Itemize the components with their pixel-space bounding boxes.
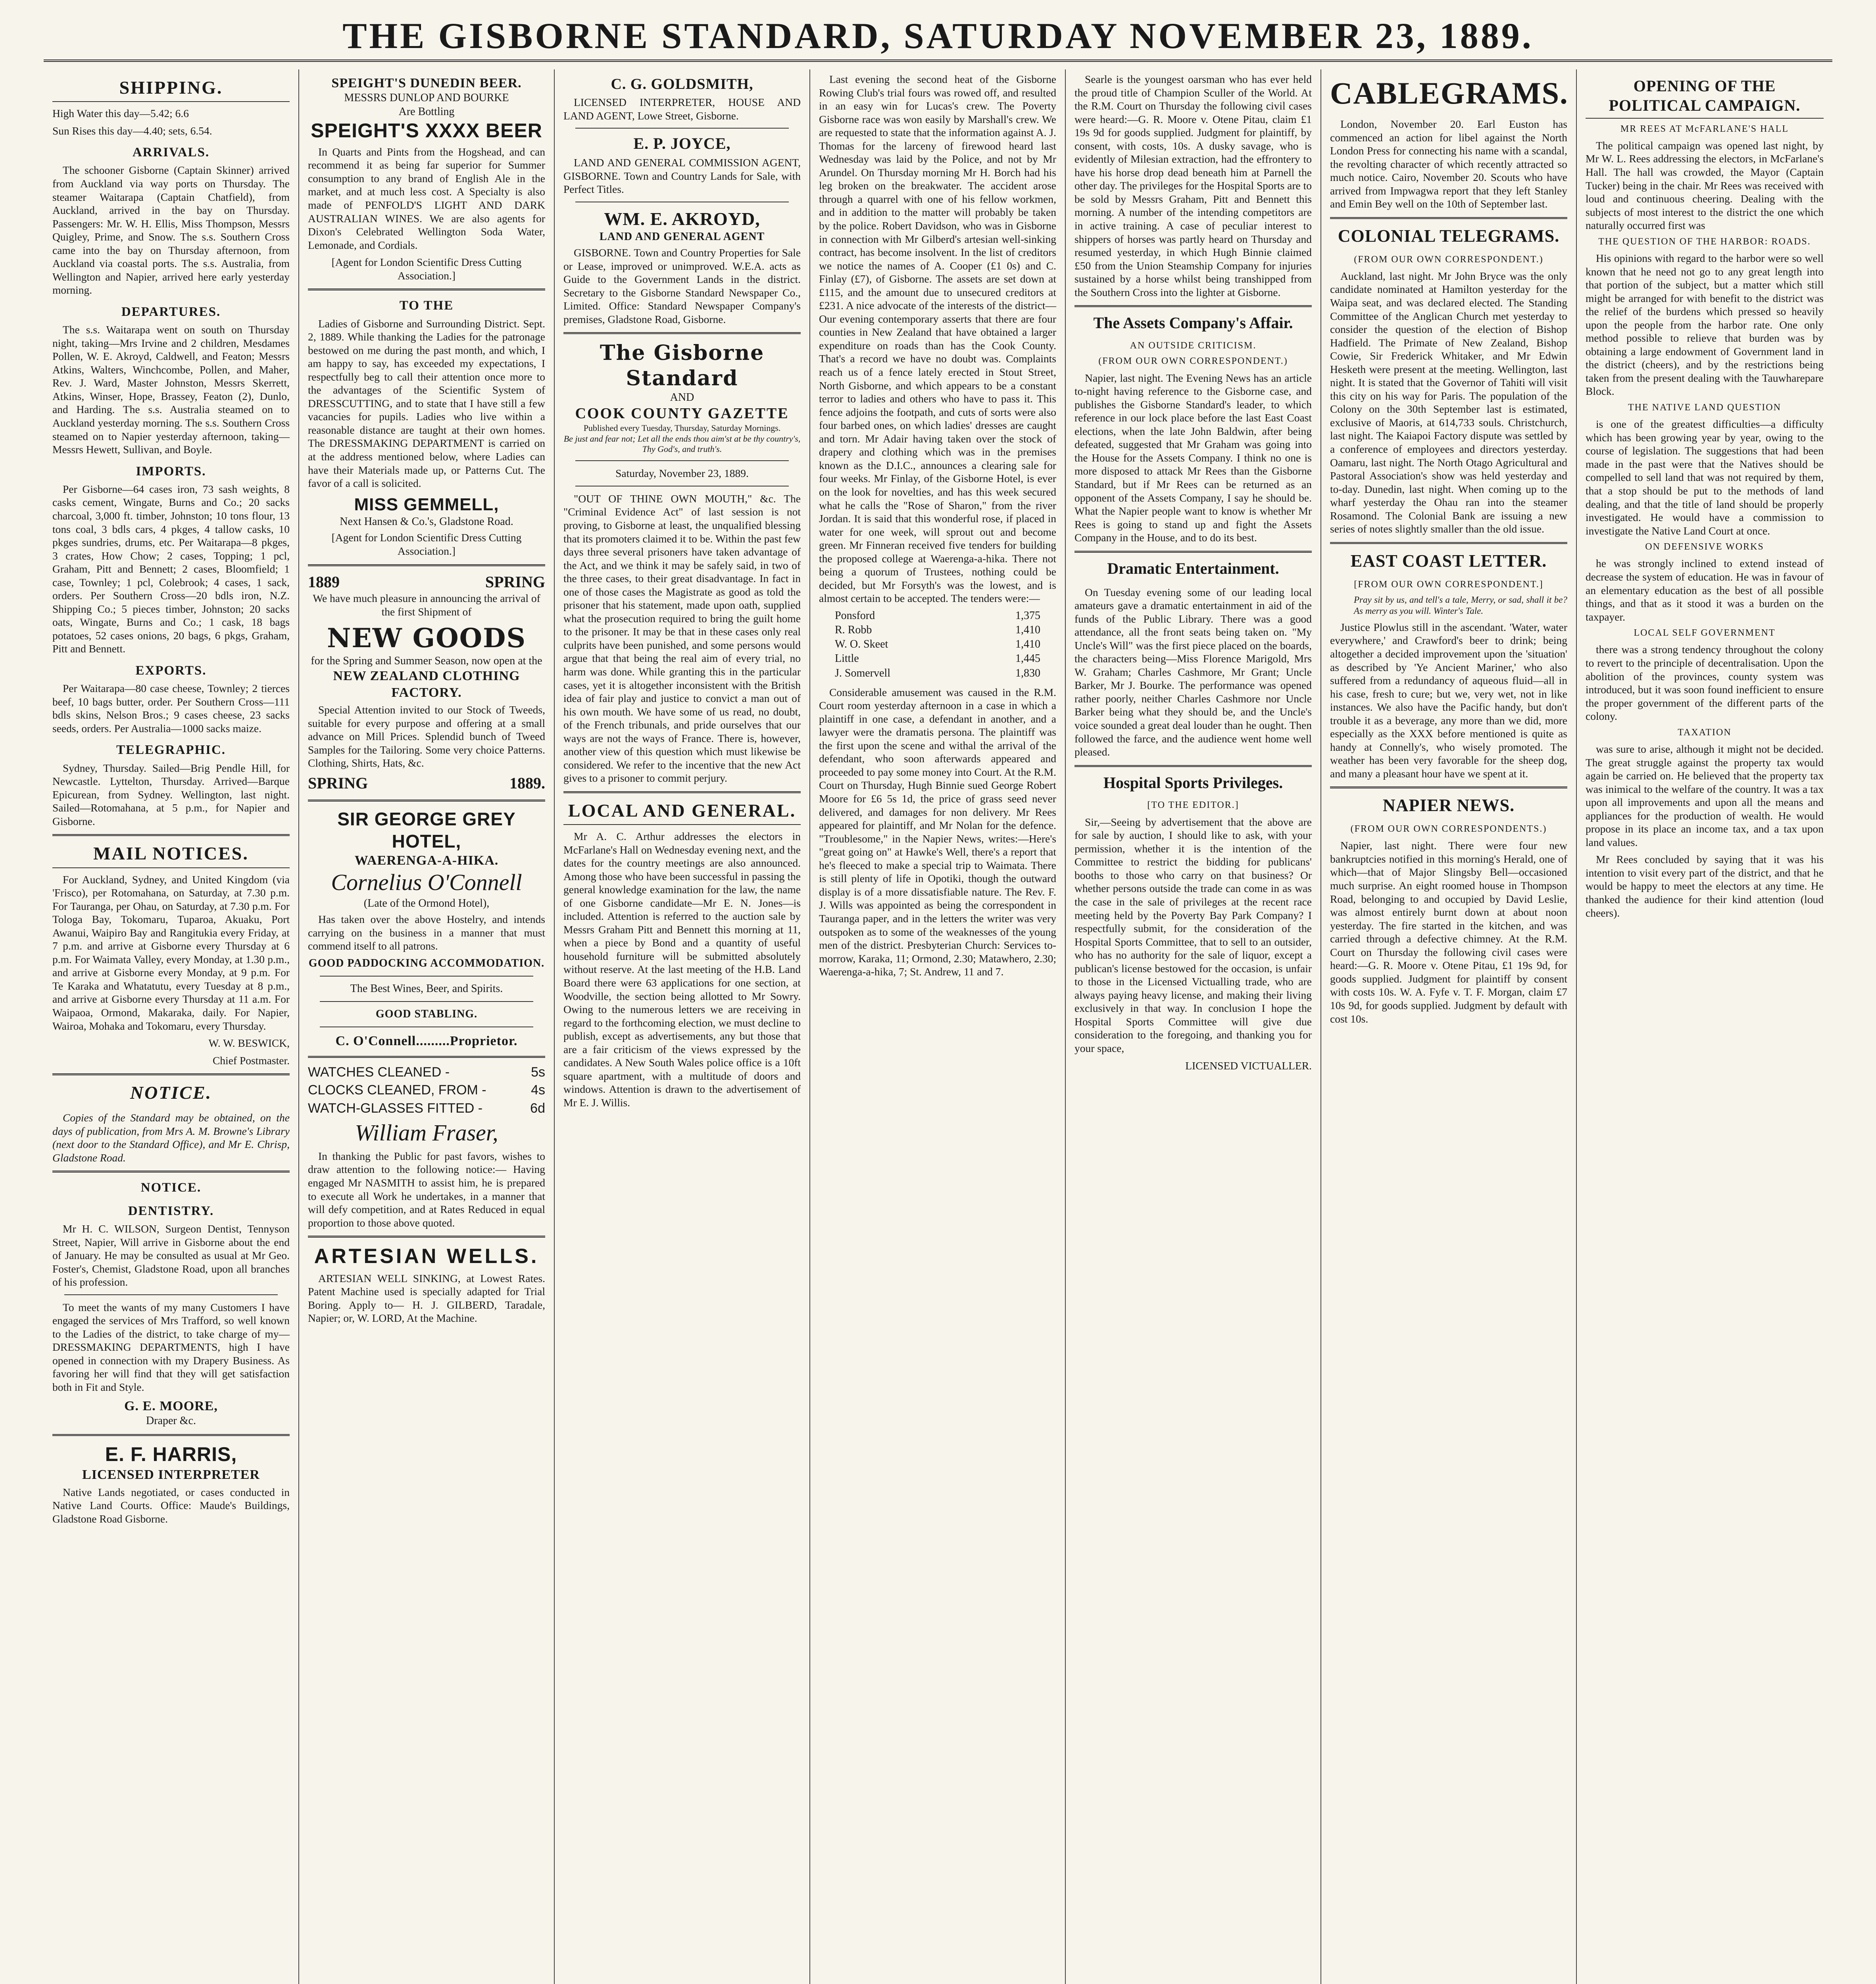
divider bbox=[1330, 542, 1567, 544]
local-text-cont-2: Considerable amusement was caused in the R.M. Court room yesterday afternoon in a case in which a plaintiff in one case, a defendant in another, and a lawyer were the dramatis persona. The plaintiff was the first upon the scene and withal the arrival of the defendant, who soon afterwards appeared and proceeded to pay some money into Court. At the R.M. Court on Thursday, Hugh Binnie sued George Robert Moore for £6 5s 1d, the price of grass seed never delivered, and damages for non delivery. Mr Rees appeared for plaintiff, and Mr Nolan for the defence. "Troublesome," in the Napier News, writes:—Here's "great going on" at Hawke's Well, there's a report that he's fleeced to make a special trip to Waimata. There is still plenty of life in Opotiki, though the outward display is of a more dissatisfiable nature. The Rev. F. J. Wills was appointed as being the correspondent in Tauranga paper, and in the letters the writer was very outspoken as to some of the weaknesses of the young men of the district. Presbyterian Church: Services to-morrow, Karaka, 11; Ormond, 2.30; Matawhero, 2.30; Waerenga-a-hika, 7; St. Andrew, 11 and 7. bbox=[819, 686, 1056, 978]
goods-season: for the Spring and Summer Season, now open at the bbox=[311, 654, 542, 667]
mail-signature-title: Chief Postmaster. bbox=[212, 1054, 290, 1067]
divider bbox=[308, 288, 545, 290]
spring-footer bbox=[308, 774, 545, 793]
column-5 bbox=[1066, 69, 1321, 1984]
beer-ad bbox=[308, 75, 545, 143]
tender-amount: 1,830 bbox=[1015, 667, 1040, 679]
local-text: Mr A. C. Arthur addresses the electors in McFarlane's Hall on Wednesday evening next, and the dates for the country meetings are also announced. Among those who have been successful in passing the general knowledge examination for the law, the name of one Gisborne candidate—Mr E. N. Jones—is included. Attention is referred to the auction sale by Messrs Graham Pitt and Bennett this morning at 11, when a piece by Bond and a quantity of useful household furniture will be submitted absolutely without reserve. At the last meeting of the H.B. Land Board there were 63 applications for one section, at Woodville, the section being allotted to Mr Sowry. Owing to the numerous letters we are receiving in regard to the forthcoming election, we must decline to publish, except as advertisements, any but those that are a fair criticism of the views expressed by the candidates. A New South Wales police office is a 10ft square apartment, with a multitude of doors and windows. Attention is drawn to the advertisement of Mr E. J. Willis. bbox=[563, 830, 801, 1109]
napier-heading: NAPIER NEWS. bbox=[1382, 796, 1515, 815]
tender-row bbox=[835, 623, 1040, 637]
harris-text: Native Lands negotiated, or cases conducted in Native Land Courts. Office: Maude's Buildings, Gladstone Road Gisborne. bbox=[52, 1486, 290, 1525]
divider bbox=[308, 800, 545, 802]
clocks-row bbox=[308, 1082, 545, 1098]
column-1 bbox=[44, 69, 299, 1984]
new-goods-ad bbox=[308, 622, 545, 701]
goldsmith-ad bbox=[563, 75, 801, 93]
telegraphic-text: Sydney, Thursday. Sailed—Brig Pendle Hill, for Newcastle. Lyttelton, Thursday. Arrived—Barque Epicurean, from Sydney. Wellington, last night. Sailed—Rotomahana, at 5 p.m., for Napier and Gisborne. bbox=[52, 761, 290, 827]
east-coast-correspondent: [FROM OUR OWN CORRESPONDENT.] bbox=[1354, 579, 1543, 590]
cablegrams-heading: CABLEGRAMS. bbox=[1330, 76, 1568, 110]
joyce-text: LAND AND GENERAL COMMISSION AGENT, GISBORNE. Town and Country Lands for Sale, with Perfect Titles. bbox=[563, 156, 801, 196]
hotel-text: Has taken over the above Hostelry, and intends carrying on the business in a manner that must commend itself to all patrons. bbox=[308, 913, 545, 952]
joyce-name: E. P. JOYCE, bbox=[633, 135, 731, 153]
harbor-text: His opinions with regard to the harbor were so well known that he need not go to any great length into that portion of the subject, but a matter which still might be arranged for with benefit to the district was the relief of the burdens which pressed so heavily upon the people from the harbor rate. One only method possible to relieve that burden was by obtaining a large endowment of Government land in the district (cheers), and by the restrictions being taken from the present dealing with the Tauwharepare Block. bbox=[1586, 252, 1824, 398]
gemmell-name: MISS GEMMELL, bbox=[354, 494, 499, 514]
divider bbox=[52, 1171, 290, 1173]
column-6 bbox=[1321, 69, 1577, 1984]
napier-text: Napier, last night. There were four new bankruptcies notified in this morning's Herald, one of which—that of Major Slingsby Bell—occasioned much surprise. An eight roomed house in Thompson Road, belonging to and occupied by David Leslie, was almost entirely burnt down at about noon yesterday. The fire started in the kitchen, and was carried through a defective chimney. At the R.M. Court on Thursday the following civil cases were heard:—G. R. Moore v. Otene Pitau, £1 19s 9d, for goods supplied. Judgment for plaintiff by consent with costs 10s. W. A. Fyfe v. T. F. Morgan, claim £7 10s 9d, for goods supplied. Judgment by default with cost 10s. bbox=[1330, 839, 1567, 1025]
mail-notices-heading: MAIL NOTICES. bbox=[52, 842, 290, 868]
beer-bottlers: MESSRS DUNLOP AND BOURKE bbox=[344, 92, 509, 104]
conclusion-text: Mr Rees concluded by saying that it was his intention to visit every part of the district, and that he would be happy to meet the electors at any time. He thanked the audience for their kind attention (loud cheers). bbox=[1586, 853, 1824, 919]
dramatic-text: On Tuesday evening some of our leading local amateurs gave a dramatic entertainment in aid of the funds of the Public Library. There was a good attendance, all the front seats being taken on. "My Uncle's Will" was the first piece placed on the boards, the characters being—Miss Florence Marigold, Mrs W. Graham; Charles Cashmore, Mr Grant; Uncle Barker, Mr J. Bourke. The performance was opened rather poorly, neither Charles Cashmore nor Uncle Barker being what they should be, and the Uncle's voice sounded a great deal louder than he ought. Then followed the farce, and the audience went home well pleased. bbox=[1074, 586, 1312, 758]
tender-name: J. Somervell bbox=[835, 667, 890, 679]
taxation-text: was sure to arise, although it might not be decided. The great struggle against the property tax would again be carried on. He believed that the property tax was inimical to the welfare of the country. It was a tax upon all improvements and upon all the means and appliances for the production of wealth. He would propose in its place an income tax, and a tax upon land values. bbox=[1586, 742, 1824, 848]
tender-row bbox=[835, 638, 1040, 651]
proprietor: C. O'Connell.........Proprietor. bbox=[335, 1034, 518, 1049]
opening-campaign-heading: OPENING OF THE POLITICAL CAMPAIGN. bbox=[1586, 77, 1824, 119]
dentist-text: Mr H. C. WILSON, Surgeon Dentist, Tennyson Street, Napier, Will arrive in Gisborne about the end of January. He may be consulted as usual at Mr Geo. Foster's, Chemist, Gladstone Road, upon all branches of his profession. bbox=[52, 1222, 290, 1288]
goldsmith-name: C. G. GOLDSMITH, bbox=[611, 76, 753, 92]
newspaper-title: THE GISBORNE STANDARD, SATURDAY NOVEMBER 23, 1889. bbox=[342, 15, 1534, 56]
local-text-cont-3: Searle is the youngest oarsman who has ever held the proud title of Champion Sculler of the World. At the R.M. Court on Thursday the following civil cases were heard:—G. R. Moore v. Otene Pitau, claim £1 19s 9d for goods supplied. Judgment for plaintiff, by consent, with costs, 10s. A dusky savage, who is evidently of Milesian extraction, had the effrontery to have his horse drop dead beneath him at Parnell the other day. The privileges for the Hospital Sports are to be sold by Messrs Graham, Pitt and Bennett this morning. A number of the intending competitors are in active training. A case of peculiar interest to shippers of horses was partly heard on Thursday and resumed yesterday, in which Hugh Binnie claimed £50 from the Union Steamship Company for injuries sustained by a horse whilst being transhipped from the Southern Cross into the lighter at Gisborne. bbox=[1074, 73, 1312, 298]
clocks-label: CLOCKS CLEANED, FROM - bbox=[308, 1082, 486, 1098]
assets-text: Napier, last night. The Evening News has an article to-night having reference to the Gisborne case, and publishes the Gisborne Standard's leader, to which reference in our lock place before the last East Coast elections, when the late John Baldwin, after being defeated, suggested that Mr Graham was going into the House for the Assets Company. I think no one is more disposed to attack Mr Rees than the Gisborne Standard, but if Mr Rees can be returned as an opponent of the Assets Company, I say he should be. What the Napier people want to know is whether Mr Rees is going to stand up and fight the Assets Company in the House, and to do its best. bbox=[1074, 371, 1312, 544]
departures-text: The s.s. Waitarapa went on south on Thursday night, taking—Mrs Irvine and 2 children, Mesdames Pollen, W. E. Akroyd, Caldwell, and Featon; Messrs Atkins, Walters, Winchcombe, Pollen, and Maher, Rev. J. Ward, Master Johnston, Messrs Skerrett, Atkins, Winser, Hope, Brassey, Featon (2), Dunlo, and Harding. The s.s. Australia steamed on to Auckland yesterday morning. The s.s. Southern Cross steamed on to Napier yesterday afternoon, taking—Messrs Hewett, Sullivan, and Boyle. bbox=[52, 323, 290, 456]
motto: Be just and fear not; Let all the ends thou aim'st at be thy country's, Thy God's, and truth's. bbox=[563, 433, 801, 454]
spring-header bbox=[308, 573, 545, 592]
divider bbox=[64, 1294, 278, 1295]
gemmell-ad bbox=[308, 494, 545, 529]
tender-name: Little bbox=[835, 652, 859, 665]
wells-heading: ARTESIAN WELLS. bbox=[314, 1245, 539, 1268]
clocks-price: 4s bbox=[531, 1082, 545, 1098]
akroyd-title: LAND AND GENERAL AGENT bbox=[599, 231, 765, 243]
editorial-text: "OUT OF THINE OWN MOUTH," &c. The "Criminal Evidence Act" of last session is not proving, to Gisborne at least, the unqualified blessing that its promoters claimed it to be. Within the past few days three several prisoners have taken advantage of the Act, and we think it may be safely said, in two of the three cases, to their great disadvantage. In fact in one of those cases the Magistrate as good as told the prisoner that his statement, made upon oath, supplied what the prosecution required to bring the guilt home to the prisoner. It may be that in these cases only real culprits have been punished, and some persons would argue that that being the real aim of every trial, no harm was done. While granting this in the particular cases, yet it is altogether inconsistent with the British idea of fair play and justice to convict a man out of his own mouth. We have some of us read, no doubt, of the French tribunals, and pride ourselves that our ways are not the ways of France. There is, however, another view of this question which must likewise be considered. We refer to the incentive that the new Act gives to a prisoner to commit perjury. bbox=[563, 492, 801, 784]
beer-heading: SPEIGHT'S DUNEDIN BEER. bbox=[331, 76, 522, 90]
assets-subheading: AN OUTSIDE CRITICISM. bbox=[1130, 340, 1257, 351]
spring-label-2: SPRING bbox=[308, 774, 368, 792]
divider bbox=[308, 564, 545, 566]
mail-signature: W. W. BESWICK, bbox=[208, 1037, 290, 1050]
rees-heading: MR REES AT McFARLANE'S HALL bbox=[1620, 123, 1789, 134]
taxation-heading: TAXATION bbox=[1678, 727, 1732, 738]
goods-intro: We have much pleasure in announcing the arrival of the first Shipment of bbox=[313, 592, 540, 618]
paddocking: GOOD PADDOCKING ACCOMMODATION. bbox=[308, 957, 545, 969]
hospital-subheading: [TO THE EDITOR.] bbox=[1147, 800, 1239, 811]
hotel-features bbox=[308, 957, 545, 1050]
colonial-text: Auckland, last night. Mr John Bryce was the only candidate nominated at Hamilton yesterday for the Waipa seat, and was declared elected. The Standing Committee of the Anglican Church met yesterday to consider the question of the election of Bishop Hadfield. The Primate of New Zealand, Bishop Cowie, Sir Frederick Whitaker, and Mr Edwin Hesketh were present at the meeting. Wellington, last night. It is stated that the Governor of Tahiti will visit this city on his way for Paris. The population of the Colony on the 30th September last is estimated, exclusive of Maoris, at 614,733 souls. Christchurch, last night. The Kaiapoi Factory dispute was settled by a conference of employees and directors yesterday. Oamaru, last night. The North Otago Agricultural and Pastoral Association's show was held yesterday and to-day. Dunedin, last night. When coming up to the wharf yesterday the Ohau ran into the steamer Rosamond. The Colonial Bank are issuing a new series of notes slightly smaller than the old issue. bbox=[1330, 269, 1567, 535]
joyce-ad bbox=[563, 134, 801, 154]
divider bbox=[563, 791, 801, 793]
hospital-heading: Hospital Sports Privileges. bbox=[1103, 773, 1283, 792]
divider bbox=[1074, 305, 1312, 307]
local-text-cont: Last evening the second heat of the Gisborne Rowing Club's trial fours was rowed off, and resulted in an easy win for Lucas's crew. The Poverty Gisborne race was won easily by Marshall's crew. We are requested to state that the information against A. J. Thomas for the larceny of firewood heard last Wednesday was laid by the Police, and not by Mr Arundel. On Thursday morning Mr H. Borch had his leg broken on the breakwater. The accident arose through a quarrel with one of his fellow workmen, and in addition to the matter will probably be taken by the police. Robert Davidson, who was in Gisborne in connection with Mr Gilberd's artesian well-sinking contract, has become insolvent. In the list of creditors we notice the names of A. Cooper (£1 0s) and C. Finlay (£7), of Gisborne. The assets are set down at £115, and the amount due to unsecured creditors at £231. A nice advocate of the interests of the district—Our evening contemporary asserts that there are four counties in New Zealand that have obtained a larger expenditure on roads than has the Cook County. That's a record we have no doubt was. Complaints reach us of a fence lately erected in Stout Street, North Gisborne, and which appears to be a constant terror to ladies and others who have to pass it. This fence adjoins the footpath, and cuts of sorts were also four barbed ones, on which ladies' dresses are caught and torn. Mr Adair having taken over the stock of drapery and clothing which was in the premises known as the D.I.C., announces a clearing sale for four weeks. Mr Finlay, of the Gisborne Hotel, is ever on the look for novelties, and has this week secured what he calls the "Rose of Sharon," from the river Jordan. It is said that this wonderful rose, if placed in water for one week, will sprout out and become green. Mr Finneran received five tenders for building the proposed college at Waerenga-a-hika. There not being a quorum of Trustees, nothing could be decided, but Mr Forsyth's was the lowest, and is almost certain to be accepted. The tenders were:— bbox=[819, 73, 1056, 605]
assets-correspondent: (FROM OUR OWN CORRESPONDENT.) bbox=[1098, 356, 1288, 367]
east-coast-motto: Pray sit by us, and tell's a tale, Merry, or sad, shall it be? As merry as you will. Winter's Tale. bbox=[1354, 594, 1567, 616]
exports-heading: EXPORTS. bbox=[135, 663, 207, 678]
watches-row bbox=[308, 1064, 545, 1080]
notice-text: Copies of the Standard may be obtained, on the days of publication, from Mrs A. M. Browne's Library (next door to the Standard Office), and Mr E. Chrisp, Gladstone Road. bbox=[52, 1111, 290, 1164]
agent-note-2: [Agent for London Scientific Dress Cutting Association.] bbox=[331, 531, 522, 557]
akroyd-text: GISBORNE. Town and Country Properties for Sale or Lease, improved or unimproved. W.E.A. acts as Guide to the Government Lands in the district. Secretary to the Gisborne Standard Newspaper Co., Limited. Office: Standard Newspaper Company's premises, Gladstone Road, Gisborne. bbox=[563, 246, 801, 325]
paper-nameplate bbox=[563, 340, 801, 455]
glasses-label: WATCH-GLASSES FITTED - bbox=[308, 1100, 483, 1116]
arrivals-text: The schooner Gisborne (Captain Skinner) arrived from Auckland via way ports on Thursday. The steamer Waitarapa (Captain Chatfield), from Auckland, arrived in the bay on Thursday. Passengers: Mr. W. H. Ellis, Miss Thompson, Messrs Quigley, Prime, and Snow. The s.s. Southern Cross came into the bay on Thursday afternoon, from Auckland via coastal ports. The s.s. Australia, from Wellington and Napier, arrived here early yesterday morning. bbox=[52, 164, 290, 296]
column-3 bbox=[555, 69, 810, 1984]
tender-name: Ponsford bbox=[835, 609, 875, 622]
assets-heading: The Assets Company's Affair. bbox=[1093, 314, 1293, 332]
harris-name: E. F. HARRIS, bbox=[105, 1443, 237, 1466]
notice-heading: NOTICE. bbox=[130, 1082, 212, 1103]
defence-text: he was strongly inclined to extend instead of decrease the system of education. He was in favour of an elementary education as the best of all possible things, and that as it stood it was a burden on the taxpayer. bbox=[1586, 557, 1824, 623]
column-2 bbox=[299, 69, 555, 1984]
factory-name: NEW ZEALAND CLOTHING FACTORY. bbox=[333, 669, 520, 700]
agent-note: [Agent for London Scientific Dress Cutting Association.] bbox=[331, 256, 522, 282]
gemmell-address: Next Hansen & Co.'s, Gladstone Road. bbox=[340, 515, 513, 528]
hospital-signature: LICENSED VICTUALLER. bbox=[1185, 1059, 1312, 1072]
divider bbox=[1330, 786, 1567, 788]
dateline: Saturday, November 23, 1889. bbox=[615, 467, 749, 480]
defence-heading: ON DEFENSIVE WORKS bbox=[1645, 542, 1764, 552]
divider bbox=[320, 976, 533, 977]
tender-amount: 1,375 bbox=[1015, 609, 1040, 622]
tender-name: R. Robb bbox=[835, 624, 872, 636]
native-land-heading: THE NATIVE LAND QUESTION bbox=[1628, 402, 1781, 413]
divider bbox=[52, 1434, 290, 1436]
divider bbox=[52, 1073, 290, 1075]
column-4 bbox=[810, 69, 1066, 1984]
tender-amount: 1,445 bbox=[1015, 652, 1040, 665]
imports-text: Per Gisborne—64 cases iron, 73 sash weights, 8 casks cement, Wingate, Burns and Co.; 20 sacks charcoal, 3,000 ft. timber, Johnston; 10 tons flour, 13 tons coal, 3 bdls cars, 4 pkges, 4 tallow casks, 10 pkges sundries, drums, etc. Per Waitarapa—8 pkges, 3 crates, How Chow; 2 cases, Topping; 1 pcl, Graham, Pitt and Bennett; 2 cases, Bloomfield; 1 case, Townley; 1 pcl, Colebrook; 4 cases, 1 sack, orders. Per Southern Cross—20 bdls iron, N.Z. Shipping Co.; 5 pieces timber, Johnston; 20 sacks oats, Wingate, Burns and Co.; 1 cask, 18 bags potatoes, 52 cases onions, 20 bags, 6 pkgs, Graham, Pitt and Bennett. bbox=[52, 483, 290, 655]
divider bbox=[575, 128, 789, 129]
tender-amount: 1,410 bbox=[1015, 624, 1040, 636]
divider bbox=[308, 1236, 545, 1238]
divider bbox=[575, 460, 789, 461]
east-coast-heading: EAST COAST LETTER. bbox=[1350, 551, 1547, 571]
harris-title: LICENSED INTERPRETER bbox=[82, 1467, 260, 1482]
fraser-name: William Fraser, bbox=[355, 1120, 498, 1146]
harbor-heading: THE QUESTION OF THE HARBOR: ROADS. bbox=[1598, 236, 1811, 247]
napier-correspondent: (FROM OUR OWN CORRESPONDENTS.) bbox=[1350, 824, 1547, 834]
new-goods: NEW GOODS bbox=[327, 623, 526, 654]
moore-title: Draper &c. bbox=[146, 1415, 196, 1427]
ladies-text: Ladies of Gisborne and Surrounding District. Sept. 2, 1889. While thanking the Ladies for the patronage bestowed on me during the past month, and which, I am happy to say, has exceeded my expectations, I respectfully beg to call their attention once more to the advantages of the Scientific System of DRESSCUTTING, and to state that I have still a few vacancies for pupils. Ladies who live within a reasonable distance are taught at their own homes. The DRESSMAKING DEPARTMENT is carried on at the address mentioned below, where Ladies can have their Materials made up, or Patterns Cut. The favor of a call is solicited. bbox=[308, 317, 545, 490]
watches-label: WATCHES CLEANED - bbox=[308, 1064, 450, 1080]
divider bbox=[1074, 765, 1312, 767]
watches-price: 5s bbox=[531, 1064, 545, 1080]
glasses-price: 6d bbox=[530, 1100, 545, 1116]
oconnell-sub: (Late of the Ormond Hotel), bbox=[363, 897, 490, 909]
tender-amount: 1,410 bbox=[1015, 638, 1040, 651]
colonial-correspondent: (FROM OUR OWN CORRESPONDENT.) bbox=[1354, 254, 1543, 265]
beer-brand: SPEIGHT'S XXXX BEER bbox=[311, 119, 542, 142]
arrivals-heading: ARRIVALS. bbox=[132, 145, 210, 160]
akroyd-ad bbox=[563, 208, 801, 244]
spring-label: SPRING bbox=[485, 573, 545, 591]
divider bbox=[308, 1056, 545, 1058]
column-7 bbox=[1577, 69, 1832, 1984]
goldsmith-text: LICENSED INTERPRETER, HOUSE AND LAND AGENT, Lowe Street, Gisborne. bbox=[563, 96, 801, 122]
shipping-heading: SHIPPING. bbox=[52, 77, 290, 102]
mail-text: For Auckland, Sydney, and United Kingdom (via 'Frisco), per Rotomahana, on Saturday, at 7.30 p.m. For Tauranga, per Ohau, on Saturday, at 7.30 p.m. For Tologa Bay, Tokomaru, Tuparoa, Akuaku, Port Awanui, Waipiro Bay and Rangitukia every Friday, at 7 p.m. and arrive at Gisborne every Thursday at 6 p.m. For Waimata Valley, every Monday, at 1.30 p.m., and arrive at Gisborne every Monday, at 9 p.m. For Te Karaka and Whatatutu, every Tuesday at 8 p.m., and arrive at Gisborne every Thursday at 11 a.m. For Waipaoa, Ormond, Makaraka, daily. For Napier, Wairoa, Mohaka and Tokomaru, every Thursday. bbox=[52, 873, 290, 1032]
telegraphic-heading: TELEGRAPHIC. bbox=[116, 743, 226, 757]
harris-ad bbox=[52, 1442, 290, 1483]
masthead bbox=[44, 12, 1832, 62]
hotel-place: WAERENGA-A-HIKA. bbox=[354, 853, 499, 868]
rees-text: The political campaign was opened last night, by Mr W. L. Rees addressing the electors, in McFarlane's Hall. The hall was crowded, the Mayor (Captain Tucker) being in the chair. Mr Rees was received with loud and continuous cheering. Dealing with the subjects of most interest to the district the one which naturally occurred first was bbox=[1586, 139, 1824, 232]
goods-text: Special Attention invited to our Stock of Tweeds, suitable for every purpose and offering at a small advance on Mill Prices. Splendid bunch of Tweed Samples for the Tailoring. Some very choice Patterns. Clothing, Shirts, Hats, &c. bbox=[308, 704, 545, 769]
departures-heading: DEPARTURES. bbox=[121, 304, 221, 319]
spring-year-2: 1889. bbox=[509, 774, 545, 792]
dramatic-heading: Dramatic Entertainment. bbox=[1107, 559, 1279, 577]
divider bbox=[1074, 551, 1312, 553]
hotel-ad bbox=[308, 808, 545, 911]
fraser-text: In thanking the Public for past favors, wishes to draw attention to the following notice:— Having engaged Mr NASMITH to assist him, he is prepared to execute all Work he undertakes, in a manner that will defy competition, and at Rates Reduced in equal proportion to those above quoted. bbox=[308, 1150, 545, 1229]
paper-subtitle: COOK COUNTY GAZETTE bbox=[575, 405, 789, 422]
tenders-table bbox=[819, 609, 1056, 680]
paper-and: AND bbox=[670, 391, 694, 404]
tender-row bbox=[835, 609, 1040, 623]
notice-heading-2: NOTICE. bbox=[140, 1180, 202, 1195]
divider bbox=[1330, 217, 1567, 219]
columns bbox=[44, 69, 1832, 1984]
high-water: High Water this day—5.42; 6.6 bbox=[52, 107, 189, 120]
published: Published every Tuesday, Thursday, Saturday Mornings. bbox=[583, 423, 781, 433]
hotel-name: SIR GEORGE GREY HOTEL, bbox=[337, 808, 516, 852]
local-general-heading: LOCAL AND GENERAL. bbox=[563, 800, 801, 825]
wines: The Best Wines, Beer, and Spirits. bbox=[350, 982, 503, 995]
akroyd-name: WM. E. AKROYD, bbox=[604, 208, 760, 229]
moore-signature bbox=[52, 1398, 290, 1428]
hospital-text: Sir,—Seeing by advertisement that the above are for sale by auction, I should like to ask, with your permission, whether it is the intention of the Committee to restrict the bidding for publicans' booths to those who carry on that business? Or whether persons outside the trade can come in as was the case in the sale of privileges at the recent race meeting held by the Poverty Bay Park Company? I respectfully submit, for the consideration of the Hospital Sports Committee, that to sell to an outsider, who has no authority for the sale of liquor, except a publican's license bestowed for the occasion, is unfair to those in the Licensed Victualling trade, who are always paying heavy license, and making their living exclusively in that way. In conclusion I hope the Hospital Sports Committee will give due consideration to the foregoing, and thanking you for your space, bbox=[1074, 815, 1312, 1054]
sun-rises: Sun Rises this day—4.40; sets, 6.54. bbox=[52, 124, 212, 137]
wells-ad bbox=[308, 1244, 545, 1269]
imports-heading: IMPORTS. bbox=[136, 464, 206, 479]
moore-text: To meet the wants of my many Customers I have engaged the services of Mrs Trafford, so well known to the Ladies of the district, to take charge of my—DRESSMAKING DEPARTMENTS, high I have opened in connection with my Drapery Business. As favoring her will find that they will get satisfaction both in Fit and Style. bbox=[52, 1301, 290, 1393]
colonial-heading: COLONIAL TELEGRAMS. bbox=[1338, 226, 1560, 246]
exports-text: Per Waitarapa—80 case cheese, Townley; 2 tierces beef, 10 bags butter, order. Per Southern Cross—111 bdls skins, Nelson Bros.; 9 cases cheese, 23 sacks seeds, orders. Per Australia—1000 sacks maize. bbox=[52, 682, 290, 734]
beer-text: In Quarts and Pints from the Hogshead, and can recommend it as being far superior for Summer consumption to any brand of English Ale in the market, and at much less cost. A Specialty is also made of PENFOLD'S LIGHT AND DARK AUSTRALIAN WINES. We are also agents for Dixon's Celebrated Wellington Soda Water, Lemonade, and Cordials. bbox=[308, 145, 545, 251]
fraser-ad bbox=[308, 1119, 545, 1147]
local-govt-text: there was a strong tendency throughout the colony to revert to the principle of decentralisation. Upon the abolition of the provinces, county system was introduced, but it was soon found inefficient to ensure the proper government of the different parts of the colony. bbox=[1586, 643, 1824, 723]
spring-year: 1889 bbox=[308, 573, 340, 591]
oconnell-name: Cornelius O'Connell bbox=[331, 869, 522, 896]
cable-text: London, November 20. Earl Euston has commenced an action for libel against the North London Press for connecting his name with a scandal, the revolting character of which recently attracted so much notice. Cairo, November 20. Scouts who have arrived from Impwagwa report that they left Stanley and Emin Bey well on the 10th of September last. bbox=[1330, 118, 1567, 210]
divider bbox=[320, 1001, 533, 1002]
moore-name: G. E. MOORE, bbox=[124, 1398, 218, 1413]
local-govt-heading: LOCAL SELF GOVERNMENT bbox=[1634, 628, 1776, 638]
divider bbox=[563, 332, 801, 334]
tender-row bbox=[835, 667, 1040, 680]
tender-row bbox=[835, 652, 1040, 665]
beer-bottling: Are Bottling bbox=[398, 105, 455, 118]
paper-title: The Gisborne Standard bbox=[600, 341, 765, 390]
east-coast-text: Justice Plowlus still in the ascendant. 'Water, water everywhere,' and Crawford's beer to drink; being altogether a decided improvement upon the 'situation' as described by 'Ye Ancient Mariner,' who also suffered from a redundancy of aqueous fluid—all in his case, fresh to cure; but we, very wet, not in like instances. We also have the Pacific handy, but don't trouble it as a beverage, any more than we did, more especially as the XXX before mentioned is quite as handy at Connelly's, who wisely promoted. The weather has been very favorable for the sheep dog, and many a pleasant hour have we spent at it. bbox=[1330, 621, 1567, 780]
wells-text: ARTESIAN WELL SINKING, at Lowest Rates. Patent Machine used is specially adapted for Trial Boring. Apply to— H. J. GILBERD, Taradale, Napier; or, W. LORD, At the Machine. bbox=[308, 1272, 545, 1325]
dentistry-heading: DENTISTRY. bbox=[128, 1203, 214, 1218]
glasses-row bbox=[308, 1100, 545, 1117]
divider bbox=[52, 834, 290, 836]
tender-name: W. O. Skeet bbox=[835, 638, 888, 651]
native-land-text: is one of the greatest difficulties—a difficulty which has been growing year by year, owing to the course of legislation. The suggestions that had been made in the past were that the Natives should be compelled to sell land that was not required by them, that a stop should be put to the methods of land dealing, and that the title of land should be properly investigated. He would have a commission to investigate the Native Land Court at once. bbox=[1586, 418, 1824, 537]
stabling: GOOD STABLING. bbox=[375, 1008, 478, 1021]
ladies-heading: TO THE bbox=[399, 298, 454, 313]
